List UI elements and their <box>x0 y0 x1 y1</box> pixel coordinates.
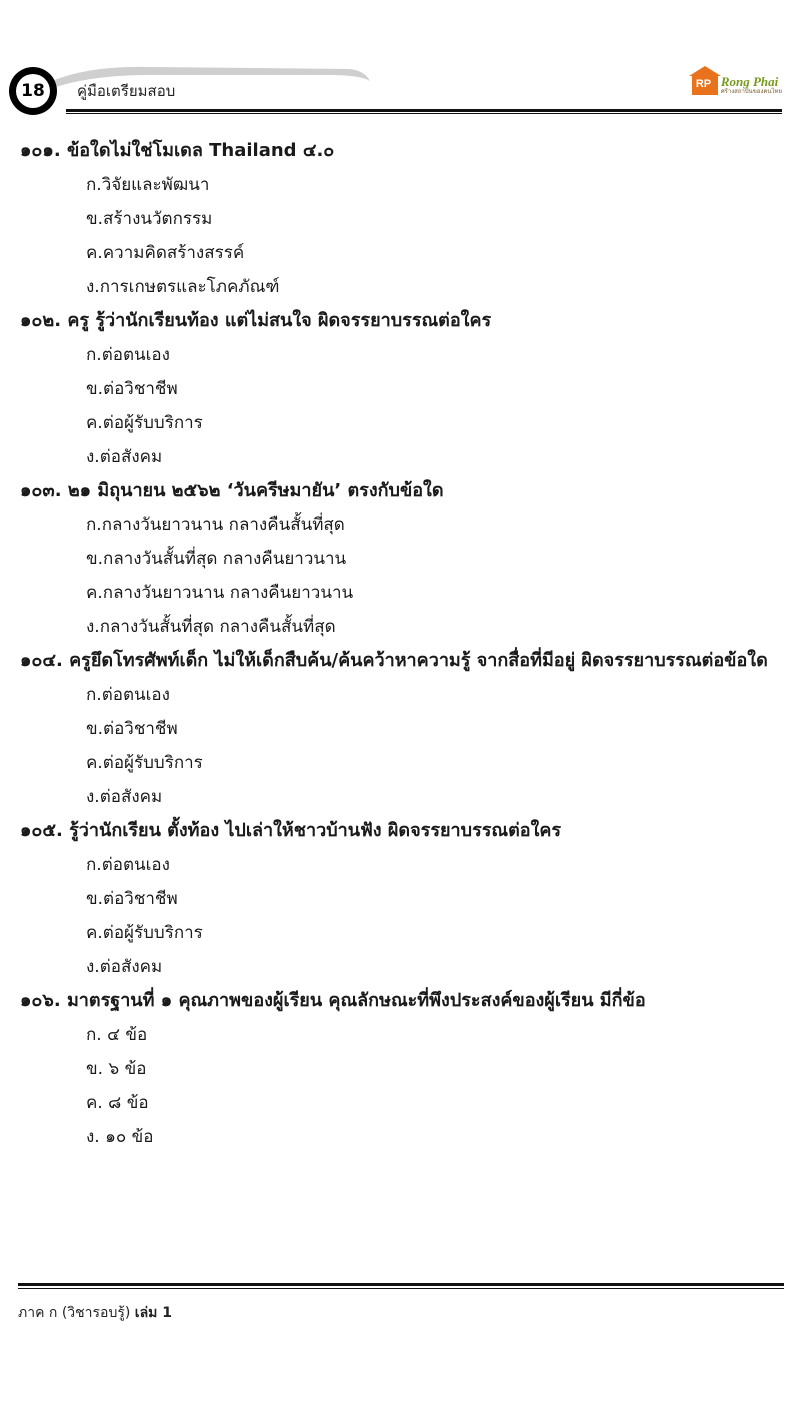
header-title: คู่มือเตรียมสอบ <box>77 82 176 100</box>
option-b: ข.สร้างนวัตกรรม <box>86 209 213 229</box>
option-a: ก. ๔ ข้อ <box>86 1025 148 1045</box>
option-a: ก.ต่อตนเอง <box>86 685 170 705</box>
footer-volume: เล่ม 1 <box>134 1305 172 1321</box>
option-d: ง.กลางวันสั้นที่สุด กลางคืนสั้นที่สุด <box>86 617 336 637</box>
house-icon <box>692 75 718 95</box>
option-b: ข. ๖ ข้อ <box>86 1059 147 1079</box>
option-c: ค. ๘ ข้อ <box>86 1093 149 1113</box>
question-text: ๑๐๔. ครูยึดโทรศัพท์เด็ก ไม่ให้เด็กสืบค้น/ค้นคว้าหาความรู้ จากสื่อที่มีอยู่ ผิดจรรยาบรรณต่อข้อใด <box>20 650 768 671</box>
question-106 <box>20 984 785 1154</box>
option-a: ก.ต่อตนเอง <box>86 345 170 365</box>
logo-mark: RP <box>695 78 712 90</box>
page-number-badge <box>9 67 57 115</box>
question-105 <box>20 814 785 984</box>
option-c: ค.ความคิดสร้างสรรค์ <box>86 243 245 263</box>
option-b: ข.ต่อวิชาชีพ <box>86 719 178 739</box>
option-d: ง.ต่อสังคม <box>86 787 163 807</box>
option-d: ง.ต่อสังคม <box>86 957 163 977</box>
option-b: ข.กลางวันสั้นที่สุด กลางคืนยาวนาน <box>86 549 347 569</box>
option-b: ข.ต่อวิชาชีพ <box>86 379 178 399</box>
question-text: ๑๐๒. ครู รู้ว่านักเรียนท้อง แต่ไม่สนใจ ผิดจรรยาบรรณต่อใคร <box>20 310 492 331</box>
logo-name: Rong Phai <box>720 74 779 89</box>
header-rule-thin <box>66 113 782 114</box>
option-c: ค.กลางวันยาวนาน กลางคืนยาวนาน <box>86 583 354 603</box>
footer-rule-thin <box>18 1288 784 1289</box>
question-101 <box>20 134 785 304</box>
question-104 <box>20 644 785 814</box>
option-c: ค.ต่อผู้รับบริการ <box>86 753 203 773</box>
footer-rule <box>18 1283 784 1286</box>
option-d: ง. ๑๐ ข้อ <box>86 1127 154 1147</box>
question-text: ๑๐๓. ๒๑ มิถุนายน ๒๕๖๒ ‘วันครีษมายัน’ ตรงกับข้อใด <box>20 480 444 501</box>
option-a: ก.กลางวันยาวนาน กลางคืนสั้นที่สุด <box>86 515 345 535</box>
option-c: ค.ต่อผู้รับบริการ <box>86 923 203 943</box>
question-text: ๑๐๑. ข้อใดไม่ใช่โมเดล Thailand ๔.๐ <box>20 140 335 161</box>
logo-tagline: ศร้างสถาบันของคนไทย <box>720 88 782 95</box>
option-a: ก.วิจัยและพัฒนา <box>86 175 210 195</box>
option-a: ก.ต่อตนเอง <box>86 855 170 875</box>
question-text: ๑๐๖. มาตรฐานที่ ๑ คุณภาพของผู้เรียน คุณลักษณะที่พึงประสงค์ของผู้เรียน มีกี่ข้อ <box>20 990 646 1011</box>
question-text: ๑๐๕. รู้ว่านักเรียน ตั้งท้อง ไปเล่าให้ชาวบ้านฟัง ผิดจรรยาบรรณต่อใคร <box>20 820 562 841</box>
question-list <box>20 134 785 1154</box>
option-b: ข.ต่อวิชาชีพ <box>86 889 178 909</box>
footer-section: ภาค ก (วิชารอบรู้) <box>18 1305 131 1321</box>
option-d: ง.การเกษตรและโภคภัณฑ์ <box>86 277 280 297</box>
header-rule <box>66 109 782 112</box>
page-footer <box>18 1302 172 1324</box>
page-number: 18 <box>16 74 50 108</box>
option-d: ง.ต่อสังคม <box>86 447 163 467</box>
publisher-logo <box>692 75 782 95</box>
option-c: ค.ต่อผู้รับบริการ <box>86 413 203 433</box>
question-103 <box>20 474 785 644</box>
page-header <box>0 55 800 125</box>
question-102 <box>20 304 785 474</box>
